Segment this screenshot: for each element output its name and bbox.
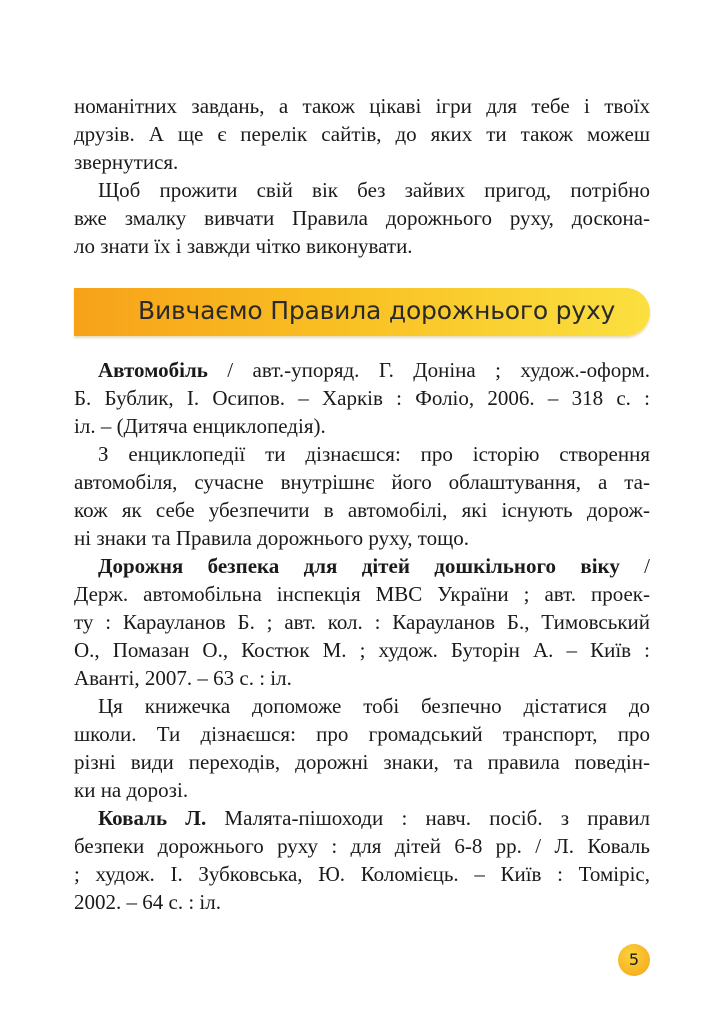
text-line: Держ. автомобільна інспекція МВС України ; авт. проек- [74,582,650,606]
bibliography-entry [74,356,650,440]
entry-first-line-rest: / [619,554,650,578]
text-line: ; худож. І. Зубковська, Ю. Коломієць. – Київ : Томіріс, [74,862,650,886]
entry-first-line-rest: / авт.-упоряд. Г. Доніна ; худож.-оформ. [207,358,650,382]
text-line: О., Помазан О., Костюк М. ; худож. Буторін А. – Київ : [74,638,650,662]
text-line: безпеки дорожнього руху : для дітей 6-8 рр. / Л. Коваль [74,834,650,858]
entry-first-line [74,552,650,580]
text-line: Аванті, 2007. – 63 с. : іл. [74,666,292,690]
text-line: Б. Бублик, І. Осипов. – Харків : Фоліо, 2006. – 318 с. : [74,386,650,410]
entry-description [74,692,650,804]
bibliography-entry [74,552,650,692]
text-line: Щоб прожити свій вік без зайвих пригод, потрібно [98,178,650,202]
text-line: звернутися. [74,150,179,174]
bibliography-list [74,356,650,916]
intro-paragraph-2 [74,176,650,260]
entry-first-line [74,804,650,832]
text-line: автомобіля, сучасне внутрішнє його облаштування, а та- [74,470,650,494]
text-line: кож як себе убезпечити в автомобілі, які існують дорож- [74,498,650,522]
entry-description [74,440,650,552]
intro-text [74,92,650,260]
entry-author-title: Автомобіль [98,358,208,382]
text-line: іл. – (Дитяча енциклопедія). [74,414,326,438]
page-number-badge: 5 [618,944,650,976]
text-line: школи. Ти дізнаєшся: про громадський транспорт, про [74,722,650,746]
text-line: ту : Карауланов Б. ; авт. кол. : Карауланов Б., Тимовський [74,610,650,634]
text-line: номанітних завдань, а також цікаві ігри для тебе і твоїх [74,94,650,118]
text-line: друзів. А ще є перелік сайтів, до яких ти також можеш [74,122,650,146]
entry-first-line-rest: Малята-пішоходи : навч. посіб. з правил [206,806,651,830]
text-line: вже змалку вивчати Правила дорожнього руху, доскона- [74,206,650,230]
text-line: Ця книжечка допоможе тобі безпечно дістатися до [98,694,650,718]
entry-first-line [74,356,650,384]
text-line: ні знаки та Правила дорожнього руху, тощо. [74,526,470,550]
section-title: Вивчаємо Правила дорожнього руху [138,296,616,325]
entry-author-title: Коваль Л. [98,806,207,830]
text-line: ло знати їх і завжди чітко виконувати. [74,234,413,258]
text-line: 2002. – 64 с. : іл. [74,890,221,914]
text-line: різні види переходів, дорожні знаки, та правила поведін- [74,750,650,774]
entry-author-title: Дорожня безпека для дітей дошкільного віку [98,554,620,578]
intro-paragraph-1 [74,92,650,176]
text-line: ки на дорозі. [74,778,189,802]
section-banner [74,288,650,336]
bibliography-entry [74,804,650,916]
text-line: З енциклопедії ти дізнаєшся: про історію створення [98,442,650,466]
